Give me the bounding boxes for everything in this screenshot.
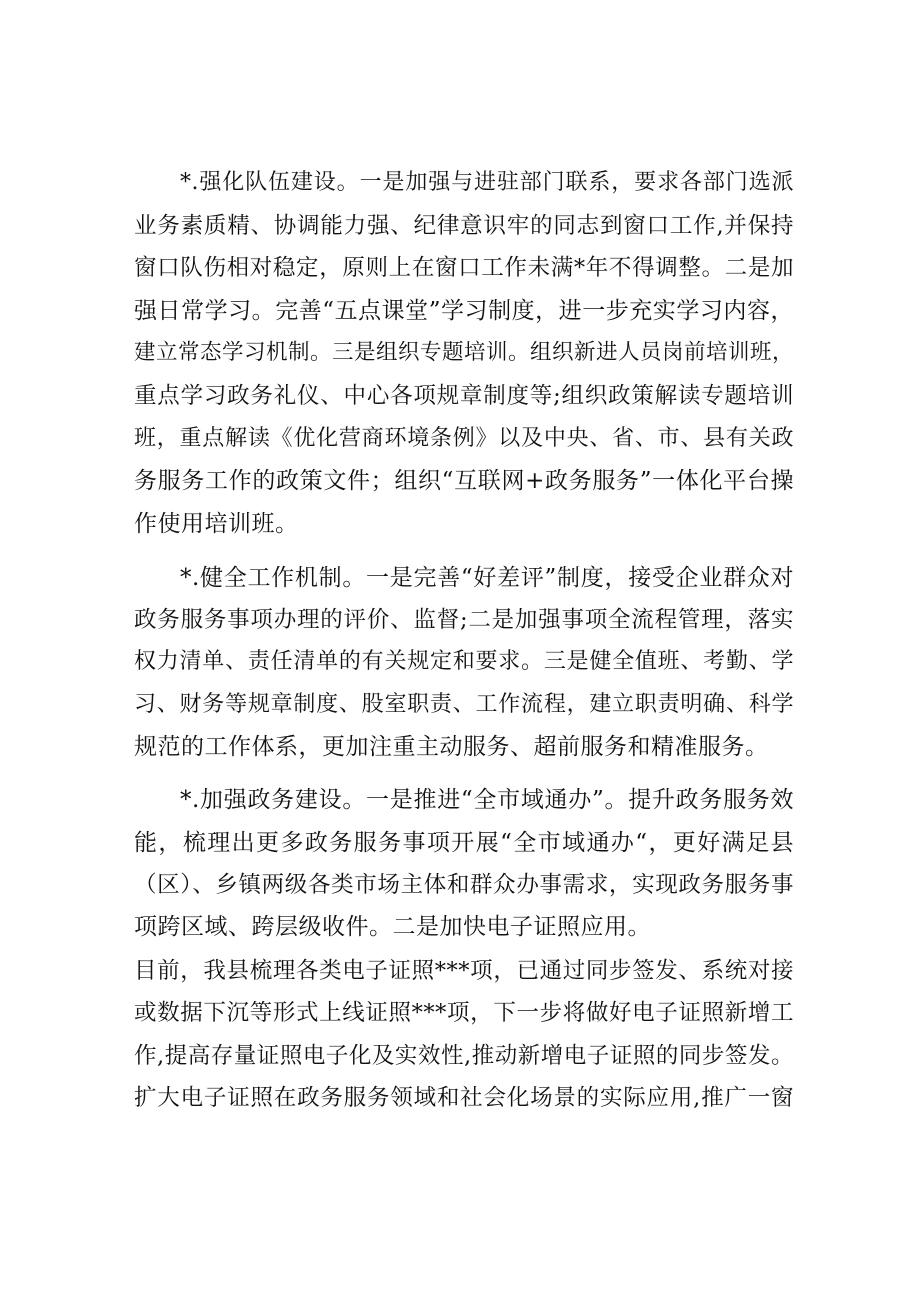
text-line: 权力清单、责任清单的有关规定和要求。三是健全值班、考勤、学 <box>134 649 794 674</box>
text-line: 扩大电子证照在政务服务领域和社会化场景的实际应用,推广一窗 <box>134 1085 794 1111</box>
text-line: 业务素质精、协调能力强、纪律意识牢的同志到窗口工作,并保持 <box>134 213 794 239</box>
text-line: 目前，我县梳理各类电子证照***项，已通过同步签发、系统对接 <box>134 958 794 984</box>
text-line: *.加强政务建设。一是推进“全市域通办”。提升政务服务效 <box>180 787 794 813</box>
text-line: 政务服务事项办理的评价、监督;二是加强事项全流程管理，落实 <box>134 607 794 633</box>
text-line: （区）、乡镇两级各类市场主体和群众办事需求，实现政务服务事 <box>134 872 794 898</box>
text-line: 项跨区域、跨层级收件。二是加快电子证照应用。 <box>134 914 651 940</box>
text-line: 规范的工作体系，更加注重主动服务、超前服务和精准服务。 <box>134 734 769 760</box>
text-line: 窗口队伤相对稳定，原则上在窗口工作未满*年不得调整。二是加 <box>134 255 794 281</box>
text-line: 或数据下沉等形式上线证照***项，下一步将做好电子证照新增工 <box>134 1000 794 1026</box>
text-line: 重点学习政务礼仪、中心各项规章制度等;组织政策解读专题培训 <box>134 383 794 409</box>
text-line: *.健全工作机制。一是完善“好差评”制度，接受企业群众对 <box>180 565 794 591</box>
text-line: 作使用培训班。 <box>134 511 299 537</box>
text-line: 务服务工作的政策文件；组织“互联网+政务服务”一体化平台操 <box>134 468 794 494</box>
text-line: *.强化队伍建设。一是加强与进驻部门联系，要求各部门选派 <box>180 170 794 195</box>
text-line: 强日常学习。完善“五点课堂”学习制度，进一步充实学习内容， <box>134 298 794 324</box>
text-line: 能，梳理出更多政务服务事项开展“全市域通办“，更好满足县 <box>134 830 794 856</box>
text-line: 建立常态学习机制。三是组织专题培训。组织新进人员岗前培训班， <box>134 340 795 365</box>
text-line: 班，重点解读《优化营商环境条例》以及中央、省、市、县有关政 <box>134 426 794 451</box>
text-line: 作,提高存量证照电子化及实效性,推动新增电子证照的同步签发。 <box>134 1043 794 1069</box>
text-line: 习、财务等规章制度、股室职责、工作流程，建立职责明确、科学 <box>134 692 794 717</box>
